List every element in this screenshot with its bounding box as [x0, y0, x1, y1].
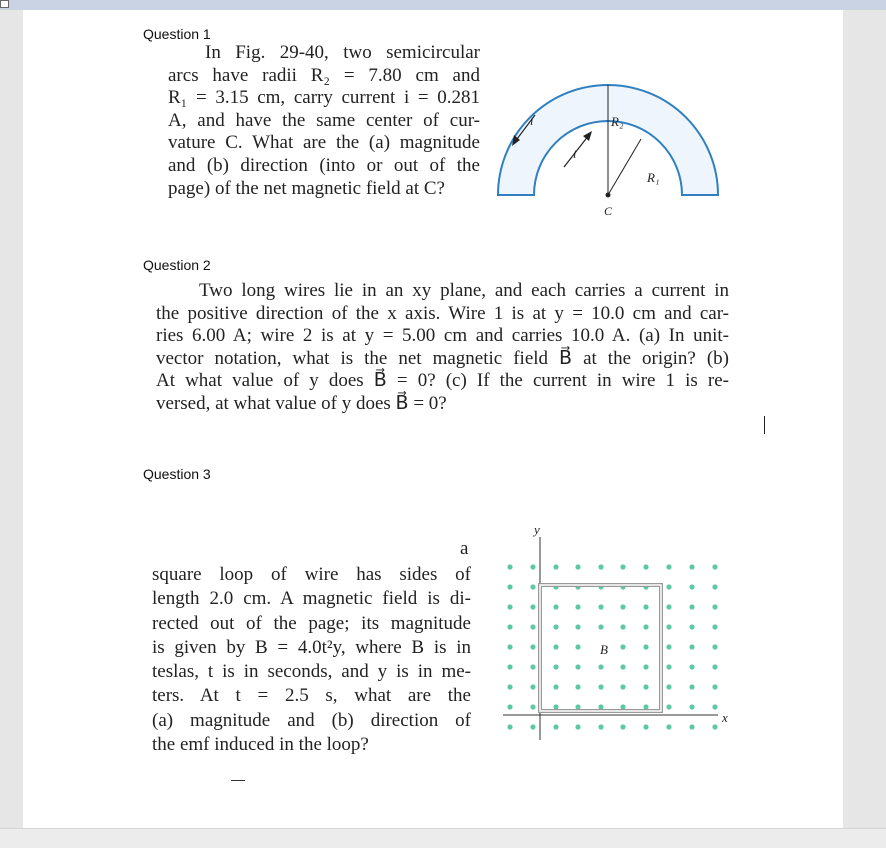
field-dot: [553, 724, 558, 729]
label-r2: R₂: [611, 114, 624, 129]
question-2-label: Question 2: [143, 257, 211, 273]
field-dot: [507, 604, 512, 609]
text-line: ries 6.00 A; wire 2 is at y = 5.00 cm and carries 10.0 A. (a) In unit-: [156, 325, 729, 347]
field-dot: [666, 604, 671, 609]
field-dot: [620, 624, 625, 629]
field-dot: [598, 724, 603, 729]
window-top-bar: [0, 0, 886, 10]
field-dot: [666, 584, 671, 589]
field-dot: [575, 724, 580, 729]
field-dot: [689, 624, 694, 629]
field-dot: [598, 704, 603, 709]
field-dot: [712, 624, 717, 629]
square-loop-figure: [493, 512, 753, 742]
window-corner-icon: [0, 0, 9, 8]
field-dot: [530, 644, 535, 649]
field-dot: [620, 604, 625, 609]
field-dot: [689, 684, 694, 689]
field-dot: [643, 604, 648, 609]
field-dot: [643, 664, 648, 669]
field-dot: [666, 724, 671, 729]
field-dot: [643, 644, 648, 649]
question-3-first-word: a: [460, 538, 469, 559]
field-dot: [620, 684, 625, 689]
field-dot: [575, 704, 580, 709]
text-line: At what value of y does B⃗ = 0? (c) If the current in wire 1 is re-: [156, 370, 729, 392]
field-dot: [553, 664, 558, 669]
field-dot: [643, 684, 648, 689]
field-dot: [689, 584, 694, 589]
label-c: C: [604, 204, 613, 218]
field-dot: [666, 624, 671, 629]
field-dot: [666, 644, 671, 649]
field-dot: [598, 624, 603, 629]
field-dot: [689, 604, 694, 609]
document-page: [23, 10, 843, 828]
text-line: is given by B = 4.0t²y, where B is in: [152, 636, 471, 658]
label-y: y: [534, 522, 540, 537]
field-dot: [530, 624, 535, 629]
center-point: [606, 193, 611, 198]
field-dot: [507, 664, 512, 669]
label-i-inner: i: [573, 147, 577, 161]
text-cursor: [764, 416, 765, 434]
text-line: A, and have the same center of cur-: [168, 109, 480, 131]
field-dot: [643, 564, 648, 569]
field-dot: [666, 564, 671, 569]
field-dot: [507, 624, 512, 629]
field-dot: [712, 604, 717, 609]
field-dot: [530, 724, 535, 729]
text-line: vector notation, what is the net magnetic field B⃗ at the origin? (b): [156, 347, 729, 369]
field-dot: [712, 664, 717, 669]
arrowhead-icon: [583, 131, 592, 141]
text-line: arcs have radii R₂ = 7.80 cm and: [168, 64, 480, 86]
field-dot: [712, 584, 717, 589]
field-dot: [553, 564, 558, 569]
field-dot: [507, 724, 512, 729]
field-dot: [643, 704, 648, 709]
field-dot: [575, 644, 580, 649]
field-dot: [598, 564, 603, 569]
field-dot: [575, 684, 580, 689]
field-dot: [620, 564, 625, 569]
text-line: In Fig. 29-40, two semicircular: [205, 42, 480, 63]
field-dot: [712, 684, 717, 689]
field-dot: [530, 604, 535, 609]
field-dot: [553, 684, 558, 689]
question-2-text: [156, 280, 729, 416]
question-3-label: Question 3: [143, 466, 211, 482]
field-dot: [712, 724, 717, 729]
text-line: the positive direction of the x axis. Wire 1 is at y = 10.0 cm and car-: [156, 302, 729, 324]
field-dot: [689, 644, 694, 649]
text-line: page) of the net magnetic field at C?: [168, 177, 445, 199]
field-dot: [620, 704, 625, 709]
label-r1: R₁: [647, 170, 660, 185]
field-dot: [575, 564, 580, 569]
field-dot: [712, 644, 717, 649]
field-dot: [666, 664, 671, 669]
text-line: rected out of the page; its magnitude: [152, 612, 471, 634]
field-dot: [643, 724, 648, 729]
text-line: R₁ = 3.15 cm, carry current i = 0.281: [168, 87, 480, 109]
field-dot: [689, 724, 694, 729]
label-x: x: [722, 710, 728, 725]
label-b-vector: B⃗: [600, 642, 619, 657]
radius-r1-line: [608, 139, 641, 195]
field-dot: [689, 564, 694, 569]
field-dot: [507, 584, 512, 589]
field-dot: [575, 604, 580, 609]
field-dot: [530, 584, 535, 589]
field-dot: [530, 664, 535, 669]
field-dot: [620, 664, 625, 669]
question-1-text: [168, 42, 480, 200]
field-dot: [553, 604, 558, 609]
field-dot: [598, 604, 603, 609]
field-dot: [553, 624, 558, 629]
field-dot: [598, 664, 603, 669]
field-dot: [689, 704, 694, 709]
semicircular-arcs-figure: [493, 70, 753, 220]
field-dot: [666, 684, 671, 689]
field-dot: [553, 704, 558, 709]
bottom-scroll-area: [0, 828, 886, 848]
current-arrow-inner: [564, 135, 589, 167]
text-line: vature C. What are the (a) magnitude: [168, 132, 480, 154]
field-dot: [507, 644, 512, 649]
field-dot: [712, 564, 717, 569]
field-dot: [598, 684, 603, 689]
field-dot: [507, 704, 512, 709]
field-dot: [712, 704, 717, 709]
field-dot: [507, 684, 512, 689]
field-dot: [575, 624, 580, 629]
field-dot: [666, 704, 671, 709]
text-line: Two long wires lie in an xy plane, and each carries a current in: [199, 280, 729, 301]
field-dot: [530, 684, 535, 689]
field-dot: [689, 664, 694, 669]
label-i-outer: i: [530, 114, 534, 128]
field-dot: [507, 564, 512, 569]
field-dot: [643, 624, 648, 629]
field-dot: [530, 564, 535, 569]
text-line: versed, at what value of y does B⃗ = 0?: [156, 392, 447, 414]
question-3-text: [152, 563, 471, 757]
text-line: teslas, t is in seconds, and y is in me-: [152, 661, 471, 683]
field-dot: [620, 644, 625, 649]
question-1-label: Question 1: [143, 26, 211, 42]
text-line: square loop of wire has sides of: [152, 564, 471, 585]
text-line: (a) magnitude and (b) direction of: [152, 709, 471, 731]
field-dot: [530, 704, 535, 709]
text-line: and (b) direction (into or out of the: [168, 154, 480, 176]
underline-mark: [231, 780, 245, 781]
text-line: length 2.0 cm. A magnetic field is di-: [152, 588, 471, 610]
field-dot: [553, 644, 558, 649]
text-line: the emf induced in the loop?: [152, 734, 369, 756]
text-line: ters. At t = 2.5 s, what are the: [152, 685, 471, 707]
field-dot: [620, 724, 625, 729]
field-dot: [575, 664, 580, 669]
